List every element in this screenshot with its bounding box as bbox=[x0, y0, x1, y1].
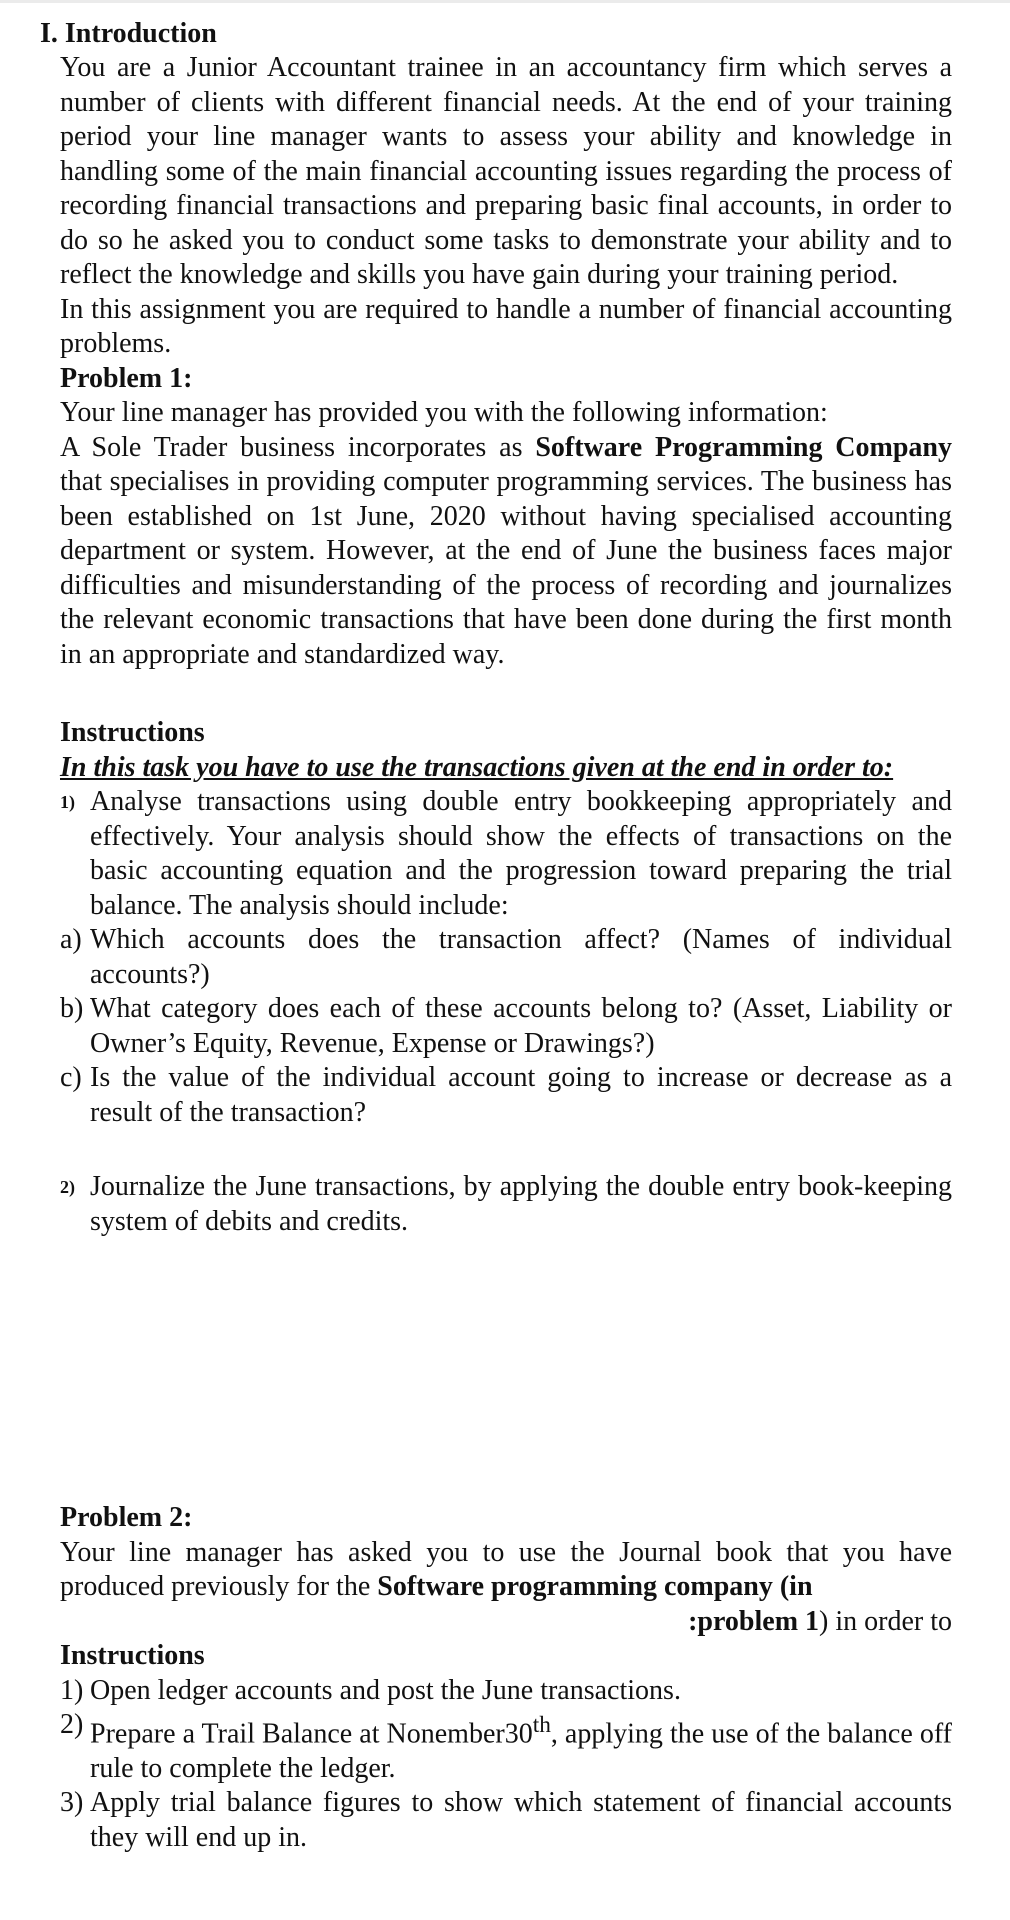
item-text: Journalize the June transactions, by applying the double entry book-keeping system of debits and credits. bbox=[90, 1171, 952, 1237]
item-number: 3) bbox=[60, 1787, 84, 1819]
problem1-sub-item-b bbox=[60, 992, 952, 1061]
problem2-item-1 bbox=[60, 1674, 952, 1709]
item-text-b: , applying the use of the balance off rule to complete the ledger. bbox=[90, 1718, 952, 1784]
problem2-para-a: Your line manager has asked you to use the Journal book that you have produced previously for the bbox=[60, 1536, 952, 1602]
item-text: Analyse transactions using double entry bookkeeping appropriately and effectively. Your analysis should show the effects of transactions on the basic accounting equation and the progression toward preparing the trial balance. The analysis should include: bbox=[90, 786, 952, 921]
problem1-item-2 bbox=[60, 1170, 952, 1239]
problem1-sub-item-a bbox=[60, 923, 952, 992]
problem1-item-1 bbox=[60, 785, 952, 923]
document-page bbox=[40, 17, 952, 1855]
intro-heading: I. Introduction bbox=[40, 18, 217, 49]
sub-item-label: b) bbox=[60, 993, 84, 1024]
problem2-company: Software programming company (in bbox=[377, 1571, 813, 1602]
problem1-task-line: In this task you have to use the transactions given at the end in order to: bbox=[60, 751, 894, 783]
top-border bbox=[0, 0, 1010, 3]
item-number: 2) bbox=[60, 1709, 84, 1740]
item-text bbox=[90, 1708, 952, 1786]
problem1-heading: Problem 1: bbox=[60, 362, 193, 394]
problem2-heading: Problem 2: bbox=[60, 1502, 193, 1533]
problem2-line2 bbox=[60, 1605, 952, 1640]
intro-paragraph-1: You are a Junior Accountant trainee in an accountancy firm which serves a number of clients with different financial needs. At the end of your training period your line manager wants to assess your ability and knowledge in handling some of the main financial accounting issues regarding the process of recording financial transactions and preparing basic final accounts, in order to do so he asked you to conduct some tasks to demonstrate your ability and to reflect the knowledge and skills you have gain during your training period. bbox=[60, 52, 952, 290]
item-text: Open ledger accounts and post the June transactions. bbox=[90, 1674, 681, 1706]
problem2-instructions-heading: Instructions bbox=[60, 1640, 205, 1671]
problem1-paragraph bbox=[60, 431, 952, 673]
problem1-company: Software Programming Company bbox=[535, 431, 952, 463]
problem1-sub-item-c bbox=[60, 1061, 952, 1130]
item-number: 1) bbox=[60, 1674, 84, 1706]
item-text: Apply trial balance figures to show which statement of financial accounts they will end up in. bbox=[90, 1787, 952, 1853]
problem2-item-2 bbox=[60, 1708, 952, 1786]
item-number: 1) bbox=[60, 792, 75, 812]
problem1-para-a: A Sole Trader business incorporates as bbox=[60, 431, 536, 463]
problem2-line2-rest: ) in order to bbox=[819, 1605, 952, 1637]
problem2-item-3 bbox=[60, 1786, 952, 1855]
problem2-line2-bold: :problem 1 bbox=[688, 1605, 820, 1637]
sub-item-label: a) bbox=[60, 924, 82, 955]
sub-item-label: c) bbox=[60, 1062, 82, 1093]
superscript: th bbox=[532, 1712, 551, 1738]
intro-section bbox=[60, 51, 952, 1855]
problem1-para-b: that specialises in providing computer programming services. The business has been established on 1st June, 2020 without having specialised accounting department or system. However, at the end of June the business faces major difficulties and misunderstanding of the process of recording and journalizes the relevant economic transactions that have been done during the first month in an appropriate and standardized way. bbox=[60, 466, 952, 670]
problem2-paragraph bbox=[60, 1536, 952, 1605]
intro-paragraph-2: In this assignment you are required to handle a number of financial accounting problems. bbox=[60, 293, 952, 359]
sub-item-text: What category does each of these accounts belong to? (Asset, Liability or Owner’s Equity, Revenue, Expense or Drawings?) bbox=[90, 993, 952, 1059]
item-number: 2) bbox=[60, 1177, 75, 1197]
item-text-a: Prepare a Trail Balance at Nonember30 bbox=[90, 1718, 533, 1750]
sub-item-text: Is the value of the individual account going to increase or decrease as a result of the transaction? bbox=[90, 1062, 952, 1128]
problem1-line1: Your line manager has provided you with the following information: bbox=[60, 397, 828, 428]
sub-item-text: Which accounts does the transaction affect? (Names of individual accounts?) bbox=[90, 924, 952, 990]
problem1-instructions-heading: Instructions bbox=[60, 717, 205, 748]
